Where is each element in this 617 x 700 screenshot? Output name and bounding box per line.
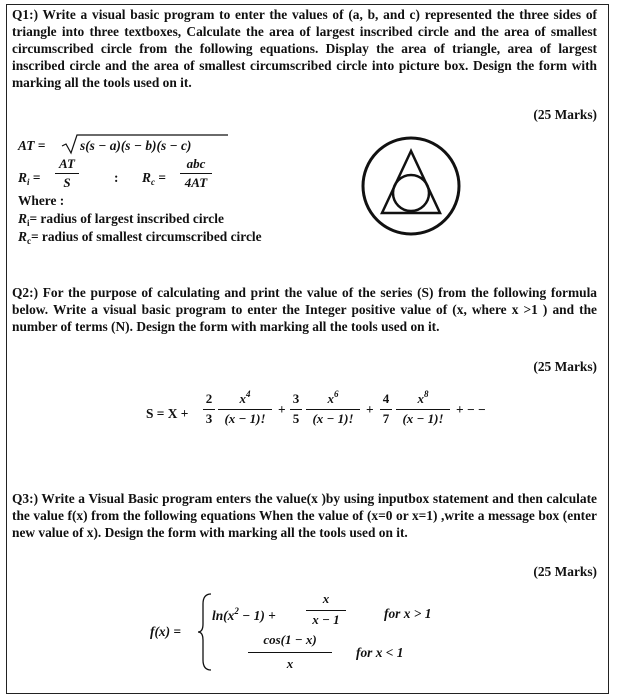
case1-condition: for x > 1	[384, 606, 432, 621]
term3-factorial: (x − 1)!	[402, 411, 444, 426]
case2-frac-den: x	[286, 656, 294, 671]
term3-coef-num: 4	[382, 391, 390, 406]
q1-marks: (25 Marks)	[533, 107, 597, 122]
term1-coef-num: 2	[205, 391, 213, 406]
case2-frac-bar	[248, 652, 332, 653]
q3-marks: (25 Marks)	[533, 564, 597, 579]
rc-denominator: 4AT	[184, 175, 208, 190]
case2-frac-num: cos(1 − x)	[263, 632, 317, 647]
case1-frac-bar	[306, 610, 346, 611]
fx-label: f(x) =	[150, 624, 182, 639]
ri-fraction-bar	[55, 173, 79, 174]
rc-label: $R_c$ =	[142, 170, 166, 187]
rc-definition: $R_c=$ radius of smallest circumscribed circle	[18, 229, 262, 246]
plus-2: +	[366, 402, 374, 417]
term2-power-bar	[306, 409, 360, 410]
ri-label: $R_i$ =	[18, 170, 41, 187]
term3-coef-bar	[380, 409, 392, 410]
term3-coef-den: 7	[382, 411, 390, 426]
q2-marks: (25 Marks)	[533, 359, 597, 374]
where-label: Where :	[18, 193, 65, 208]
term3-power-bar	[396, 409, 450, 410]
piecewise-brace	[196, 592, 214, 672]
term3-power: $x^8$	[417, 389, 429, 406]
at-label: AT =	[18, 138, 46, 153]
plus-1: +	[278, 402, 286, 417]
case1-frac-num: x	[322, 591, 330, 606]
q1-text: Q1:) Write a visual basic program to enter the values of (a, b, and c) represented the three sides of triangle into three textboxes, Calculate the area of largest inscribed circle and the area of smallest circumscribed circle from the following equations. Display the area of triangle, area of largest inscribed circle and the area of smallest circumscribed circle into picture box. Design the form with marking all the tools used on it.	[12, 7, 597, 90]
term1-power-bar	[218, 409, 272, 410]
formula-separator: :	[114, 170, 119, 185]
ri-numerator: AT	[59, 156, 75, 171]
rc-numerator: abc	[186, 156, 206, 171]
term1-power: $x^4$	[239, 389, 251, 406]
ri-definition: $R_i=$ radius of largest inscribed circle	[18, 211, 224, 228]
term1-factorial: (x − 1)!	[224, 411, 266, 426]
series-tail: + − −	[456, 402, 486, 417]
rc-fraction-bar	[180, 173, 212, 174]
term2-coef-bar	[290, 409, 302, 410]
triangle-circles-figure	[360, 135, 462, 237]
term2-coef-den: 5	[292, 411, 300, 426]
case2-condition: for x < 1	[356, 645, 404, 660]
at-sqrt-body: s(s − a)(s − b)(s − c)	[80, 138, 192, 153]
case1-frac-den: x − 1	[312, 612, 340, 627]
term2-power: $x^6$	[327, 389, 339, 406]
term2-coef-num: 3	[292, 391, 300, 406]
q2-text: Q2:) For the purpose of calculating and print the value of the series (S) from the following formula below. Write a visual basic program to enter the Integer positive value of (x, where x >1 ) and the number of terms (N). Design the form with marking all the tools used on it.	[12, 285, 597, 334]
ri-denominator: S	[63, 175, 71, 190]
term1-coef-den: 3	[205, 411, 213, 426]
q3-text: Q3:) Write a Visual Basic program enters the value(x )by using inputbox statement and then calculate the value f(x) from the following equations When the value of (x=0 or x=1) ,write a message box (enter new value of x). Design the form with marking all the tools used on it.	[12, 491, 597, 540]
series-lhs: S = X +	[146, 406, 189, 421]
term2-factorial: (x − 1)!	[312, 411, 354, 426]
case1-expression: $\ln(x^2 - 1)$ +	[212, 606, 276, 623]
term1-coef-bar	[203, 409, 215, 410]
